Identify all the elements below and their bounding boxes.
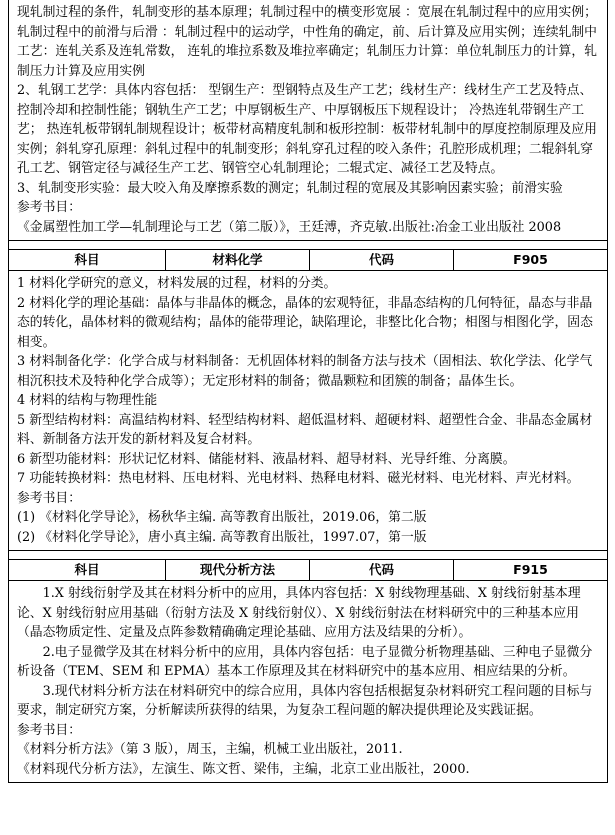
subject-label: 科目 (9, 560, 166, 580)
subject-code: F915 (513, 562, 548, 577)
reference-item: (2) 《材料化学导论》，唐小真主编. 高等教育出版社，1997.07，第一版 (17, 529, 427, 545)
paragraph: 6 新型功能材料：形状记忆材料、储能材料、液晶材料、超导材料、光导纤维、分离膜。 (17, 451, 516, 467)
reference-item: (1) 《材料化学导论》，杨秋华主编. 高等教育出版社，2019.06，第二版 (17, 510, 427, 525)
subject-header-row (9, 250, 607, 271)
code-label: 代码 (310, 560, 454, 580)
modern-analysis-section (9, 581, 607, 783)
subject-code: F905 (513, 252, 548, 267)
paragraph: 2 材料化学的理论基础：晶体与非晶体的概念，晶体的宏观特征，非晶态结构的几何特征，晶态与非晶态的转化，晶体材料的微观结构；晶体的能带理论，缺陷理论，非整比化合物；相图与相图化学，固态相变。 (17, 295, 593, 350)
reference-item: 《金属塑性加工学—轧制理论与工艺（第二版）》，王廷溥，齐克敏.出版社:冶金工业出版社 2008 (17, 219, 562, 235)
references-heading: 参考书目： (17, 490, 81, 506)
paragraph: 1 材料化学研究的意义，材料发展的过程，材料的分类。 (17, 276, 337, 291)
code-label: 代码 (310, 250, 454, 270)
paragraph: 3、轧制变形实验：最大咬入角及摩擦系数的测定；轧制过程的宽展及其影响因素实验；前滑实验 (17, 180, 563, 196)
document-page (8, 0, 608, 783)
subject-label: 科目 (9, 250, 166, 270)
reference-item: 《材料分析方法》（第 3 版），周玉，主编，机械工业出版社，2011. (17, 742, 403, 757)
paragraph: 2、轧钢工艺学：具体内容包括： 型钢生产：型钢特点及生产工艺；线材生产：线材生产工艺及特点、 控制冷却和控制性能；钢轨生产工艺；中厚钢板生产、中厚钢板压下规程设计； 冷热连轧带钢生产工艺； 热连轧板带钢轧制规程设计；板带材高精度轧制和板形控制：板带材轧制中的厚度控制原理及应用实例；斜轧穿孔原理：斜轧过程中的轧制变形；斜轧穿孔过程的咬入条件；孔腔形成机理；二辊斜轧穿孔工艺、钢管定径与减径生产工艺、钢管空心轧制理论；二辊式定、减径工艺及特点。 (17, 83, 597, 176)
reference-item: 《材料现代分析方法》，左演生、陈文哲、梁伟，主编，北京工业出版社，2000. (17, 761, 470, 777)
rolling-theory-section (9, 0, 607, 241)
paragraph: 3.现代材料分析方法在材料研究中的综合应用，具体内容包括根据复杂材料研究工程问题的目标与要求，制定研究方案，分析解读所获得的结果，为复杂工程问题的解决提供理论及实践证据。 (17, 683, 593, 718)
table-spacer (9, 551, 607, 560)
paragraph: 1.X 射线衍射学及其在材料分析中的应用，具体内容包括：X 射线物理基础、X 射线衍射基本理论、X 射线衍射应用基础（衍射方法及 X 射线衍射仪）、X 射线衍射法在材料研究中的三种基本应用（晶态物质定性、定量及点阵参数精确确定理论基础、应用方法及结果的分析）。 (17, 586, 581, 640)
subject-name: 材料化学 (166, 250, 310, 270)
paragraph: 4 材料的结构与物理性能 (17, 393, 158, 408)
subject-name: 现代分析方法 (166, 560, 310, 580)
subject-header-row (9, 560, 607, 581)
paragraph: 2.电子显微学及其在材料分析中的应用，具体内容包括：电子显微分析物理基础、三种电子显微分析设备（TEM、SEM 和 EPMA）基本工作原理及其在材料研究中的基本应用、相应结果的分析。 (17, 644, 593, 679)
paragraph: 5 新型结构材料：高温结构材料、轻型结构材料、超低温材料、超硬材料、超塑性合金、非晶态金属材料、新制备方法开发的新材料及复合材料。 (17, 412, 593, 447)
references-heading: 参考书目： (17, 722, 81, 738)
paragraph: 现轧制过程的条件，轧制变形的基本原理；轧制过程中的横变形宽展 ：宽展在轧制过程中的应用实例；轧制过程中的前滑与后滑 ：轧制过程中的运动学，中性角的确定，前、后计算及应用实例；连续轧制中工艺：连轧关系及连轧常数， 连轧的堆拉系数及堆拉率确定；轧制压力计算：单位轧制压力的计算，轧制压力计算及应用实例 (17, 5, 597, 79)
references-heading: 参考书目： (17, 200, 81, 215)
table-spacer (9, 241, 607, 250)
paragraph: 3 材料制备化学：化学合成与材料制备：无机固体材料的制备方法与技术（固相法、软化学法、化学气相沉积技术及特种化学合成等）；无定形材料的制备；微晶颗粒和团簇的制备；晶体生长。 (17, 354, 593, 389)
materials-chemistry-section (9, 271, 607, 551)
paragraph: 7 功能转换材料：热电材料、压电材料、光电材料、热释电材料、磁光材料、电光材料、声光材料。 (17, 471, 580, 486)
